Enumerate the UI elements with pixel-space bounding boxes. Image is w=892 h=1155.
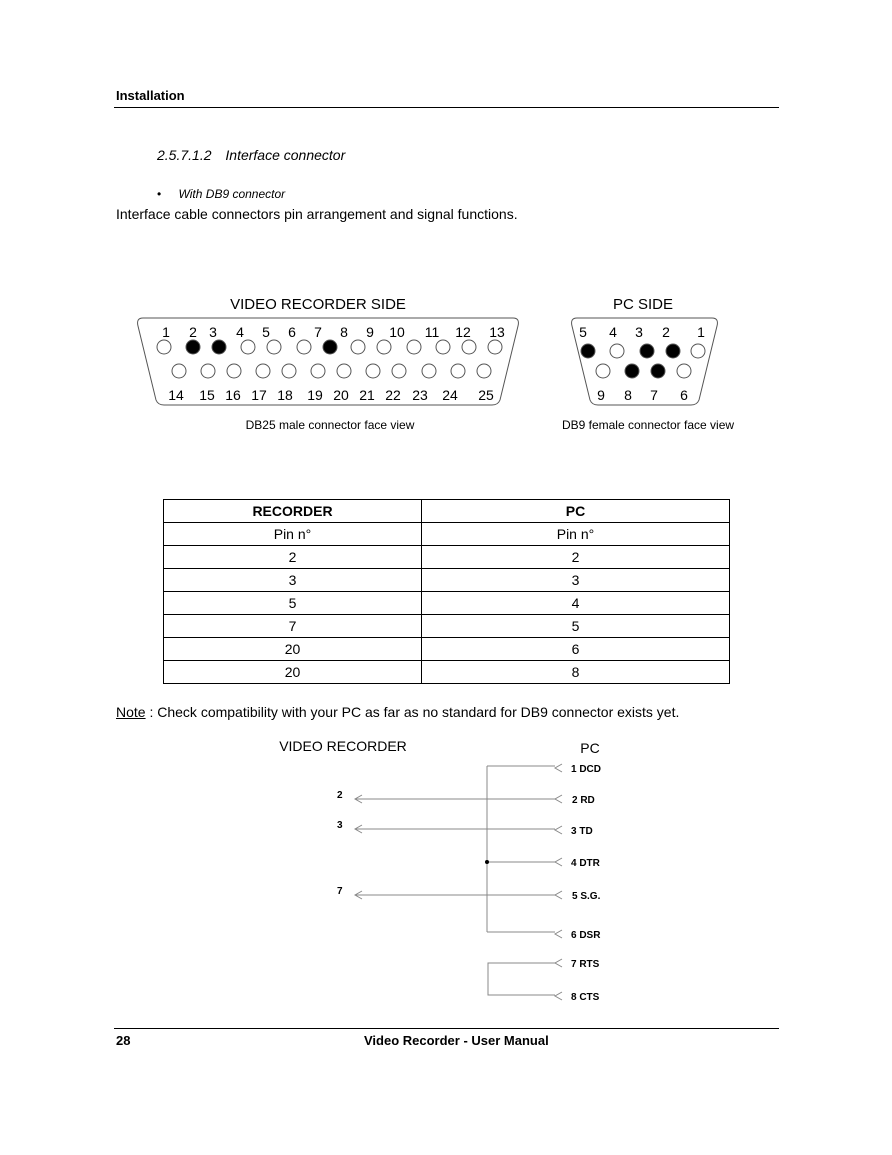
db25-pin-2 xyxy=(186,340,200,354)
recorder-pin-cell: 7 xyxy=(164,615,422,638)
db9-pin-label-4: 4 xyxy=(609,324,617,340)
table-row xyxy=(164,638,730,661)
wire-arrowhead xyxy=(555,959,562,967)
recorder-pin-label: 7 xyxy=(337,886,343,897)
db25-pin-label-12: 12 xyxy=(455,324,471,340)
db25-pin-7 xyxy=(323,340,337,354)
db9-pin-9 xyxy=(596,364,610,378)
db9-pin-3 xyxy=(640,344,654,358)
db25-pin-21 xyxy=(366,364,380,378)
wire-arrowhead xyxy=(555,891,562,899)
db25-pin-4 xyxy=(241,340,255,354)
recorder-pin-cell: 3 xyxy=(164,569,422,592)
section-title: Interface connector xyxy=(225,147,346,163)
db9-pin-label-7: 7 xyxy=(650,387,658,403)
db25-pin-label-7: 7 xyxy=(314,324,322,340)
db25-pin-label-15: 15 xyxy=(199,387,215,403)
header-pc: PC xyxy=(422,500,730,523)
db25-pin-label-4: 4 xyxy=(236,324,244,340)
db25-pin-20 xyxy=(337,364,351,378)
bullet-symbol: • xyxy=(157,187,162,201)
recorder-pin-label: 2 xyxy=(337,790,343,801)
db25-pin-14 xyxy=(172,364,186,378)
db25-pin-label-3: 3 xyxy=(209,324,217,340)
db25-pin-label-16: 16 xyxy=(225,387,241,403)
db25-pin-label-6: 6 xyxy=(288,324,296,340)
db25-pin-22 xyxy=(392,364,406,378)
wire-arrowhead xyxy=(555,992,562,1000)
db9-side-title: PC SIDE xyxy=(612,296,674,313)
pc-pin-cell: 4 xyxy=(422,592,730,615)
table-row xyxy=(164,661,730,684)
db25-pin-1 xyxy=(157,340,171,354)
wiring-right-title: PC xyxy=(580,740,600,756)
db25-pin-label-17: 17 xyxy=(251,387,267,403)
db25-pin-9 xyxy=(377,340,391,354)
note-text: : Check compatibility with your PC as far as no standard for DB9 connector exists yet. xyxy=(145,704,680,720)
wire-arrowhead xyxy=(555,764,562,772)
db25-pin-12 xyxy=(462,340,476,354)
db25-pin-5 xyxy=(267,340,281,354)
rts-cts-loop xyxy=(488,963,555,995)
db25-pin-label-2: 2 xyxy=(189,324,197,340)
db9-pin-2 xyxy=(666,344,680,358)
table-row xyxy=(164,592,730,615)
subheader-pc: Pin n° xyxy=(422,523,730,546)
db25-pin-8 xyxy=(351,340,365,354)
db9-pin-label-5: 5 xyxy=(579,324,587,340)
table-subheader-row xyxy=(164,523,730,546)
db25-pin-label-25: 25 xyxy=(478,387,494,403)
db9-pin-label-6: 6 xyxy=(680,387,688,403)
db25-pin-15 xyxy=(201,364,215,378)
db25-pin-label-10: 10 xyxy=(389,324,405,340)
wire-arrowhead xyxy=(555,826,562,834)
subheader-recorder: Pin n° xyxy=(164,523,422,546)
recorder-pin-cell: 5 xyxy=(164,592,422,615)
db25-pin-label-24: 24 xyxy=(442,387,458,403)
pc-pin-label: 5 S.G. xyxy=(572,891,601,902)
db25-pin-label-11: 11 xyxy=(424,324,440,340)
db25-caption: DB25 male connector face view xyxy=(245,418,415,432)
note-label: Note xyxy=(116,704,146,720)
pc-pin-label: 2 RD xyxy=(572,795,595,806)
note xyxy=(116,704,679,720)
junction-dot xyxy=(485,860,489,864)
db25-pin-16 xyxy=(227,364,241,378)
db9-pin-group xyxy=(579,324,705,403)
db9-pin-label-2: 2 xyxy=(662,324,670,340)
pc-pin-label: 1 DCD xyxy=(571,764,602,775)
pc-pin-label: 7 RTS xyxy=(571,959,600,970)
pc-pin-label: 8 CTS xyxy=(571,992,600,1003)
db9-pin-4 xyxy=(610,344,624,358)
pc-pin-cell: 6 xyxy=(422,638,730,661)
db25-pin-11 xyxy=(436,340,450,354)
db25-pin-label-18: 18 xyxy=(277,387,293,403)
db9-pin-5 xyxy=(581,344,595,358)
db25-pin-label-5: 5 xyxy=(262,324,270,340)
db25-pin-group xyxy=(157,324,505,403)
wire-arrowhead xyxy=(555,795,562,803)
db25-pin-25 xyxy=(477,364,491,378)
db25-pin-label-20: 20 xyxy=(333,387,349,403)
pc-pin-cell: 2 xyxy=(422,546,730,569)
db25-pin-10 xyxy=(407,340,421,354)
db9-pin-label-1: 1 xyxy=(697,324,705,340)
db25-pin-label-22: 22 xyxy=(385,387,401,403)
db9-pin-label-9: 9 xyxy=(597,387,605,403)
wiring-diagram xyxy=(337,764,601,1003)
recorder-pin-label: 3 xyxy=(337,820,343,831)
db25-pin-23 xyxy=(422,364,436,378)
wire-arrowhead xyxy=(555,858,562,866)
db25-pin-label-13: 13 xyxy=(489,324,505,340)
header-title: Installation xyxy=(116,88,185,103)
header-recorder: RECORDER xyxy=(164,500,422,523)
db25-pin-label-23: 23 xyxy=(412,387,428,403)
db25-pin-label-19: 19 xyxy=(307,387,323,403)
recorder-pin-cell: 2 xyxy=(164,546,422,569)
intro-text: Interface cable connectors pin arrangement and signal functions. xyxy=(116,206,518,222)
wiring-left-title: VIDEO RECORDER xyxy=(279,738,407,754)
wire-arrowhead xyxy=(555,930,562,938)
table-row xyxy=(164,569,730,592)
db25-pin-18 xyxy=(282,364,296,378)
db9-pin-8 xyxy=(625,364,639,378)
db25-side-title: VIDEO RECORDER SIDE xyxy=(230,296,406,313)
db9-pin-1 xyxy=(691,344,705,358)
db25-pin-19 xyxy=(311,364,325,378)
db25-pin-label-1: 1 xyxy=(162,324,170,340)
bullet-text: With DB9 connector xyxy=(178,187,286,201)
db9-pin-label-3: 3 xyxy=(635,324,643,340)
db25-pin-label-21: 21 xyxy=(359,387,375,403)
pc-pin-cell: 8 xyxy=(422,661,730,684)
pc-pin-label: 6 DSR xyxy=(571,930,601,941)
db25-pin-24 xyxy=(451,364,465,378)
db25-pin-label-8: 8 xyxy=(340,324,348,340)
page-number: 28 xyxy=(116,1033,131,1048)
pc-pin-label: 4 DTR xyxy=(571,858,600,869)
db9-pin-6 xyxy=(677,364,691,378)
db25-pin-13 xyxy=(488,340,502,354)
db25-pin-3 xyxy=(212,340,226,354)
db25-pin-label-14: 14 xyxy=(168,387,184,403)
footer-title: Video Recorder - User Manual xyxy=(364,1033,549,1048)
db25-pin-17 xyxy=(256,364,270,378)
table-header-row xyxy=(164,500,730,523)
pin-mapping-table xyxy=(163,499,730,684)
db25-pin-label-9: 9 xyxy=(366,324,374,340)
db9-pin-7 xyxy=(651,364,665,378)
db25-pin-6 xyxy=(297,340,311,354)
recorder-pin-cell: 20 xyxy=(164,661,422,684)
section-number: 2.5.7.1.2 xyxy=(157,147,212,163)
pc-pin-cell: 3 xyxy=(422,569,730,592)
table-row xyxy=(164,615,730,638)
pc-pin-label: 3 TD xyxy=(571,826,593,837)
db9-pin-label-8: 8 xyxy=(624,387,632,403)
pc-pin-cell: 5 xyxy=(422,615,730,638)
db9-shell xyxy=(572,318,718,405)
table-row xyxy=(164,546,730,569)
recorder-pin-cell: 20 xyxy=(164,638,422,661)
db9-caption: DB9 female connector face view xyxy=(561,418,735,432)
footer-rule xyxy=(114,1028,779,1029)
